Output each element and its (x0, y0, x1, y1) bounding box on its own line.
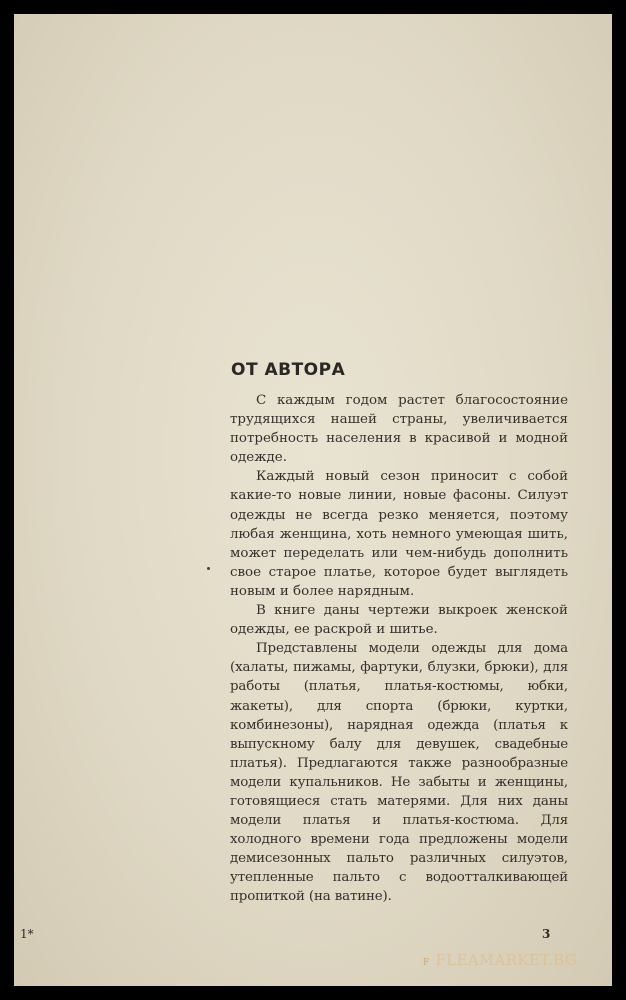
paragraph-1: С каждым годом растет благосостояние трудящихся нашей страны, увеличивается потребность населения в красивой и модной одежде. (230, 393, 568, 466)
paper-speck (207, 567, 210, 570)
watermark-logo-icon: F (423, 958, 430, 968)
body-text (230, 391, 568, 907)
watermark-text: FLEAMARKET.BG (435, 951, 578, 969)
watermark (423, 951, 577, 969)
paragraph-3: В книге даны чертежи выкроек женской одежды, ее раскрой и шитье. (230, 603, 568, 638)
signature-mark: 1* (20, 927, 34, 941)
page-number: 3 (542, 927, 551, 941)
chapter-heading: ОТ АВТОРА (231, 360, 346, 380)
paragraph-2: Каждый новый сезон приносит с собой какие-то новые линии, новые фасоны. Силуэт одежды не всегда резко меняется, поэтому любая женщина, хоть немного умеющая шить, может переделать или чем-нибудь дополнить свое старое платье, которое будет выглядеть новым и более нарядным. (230, 469, 568, 599)
book-page (14, 14, 612, 986)
paragraph-4: Представлены модели одежды для дома (халаты, пижамы, фартуки, блузки, брюки), для работы (платья, платья-костюмы, юбки, жакеты), для спорта (брюки, куртки, комбинезоны), нарядная одежда (платья к выпускному балу для девушек, свадебные платья). Предлагаются также разнообразные модели купальников. Не забыты и женщины, готовящиеся стать матерями. Для них даны модели платья и платья-костюма. Для холодного времени года предложены модели демисезонных пальто различных силуэтов, утепленные пальто с водоотталкивающей пропиткой (на ватине). (230, 641, 568, 905)
